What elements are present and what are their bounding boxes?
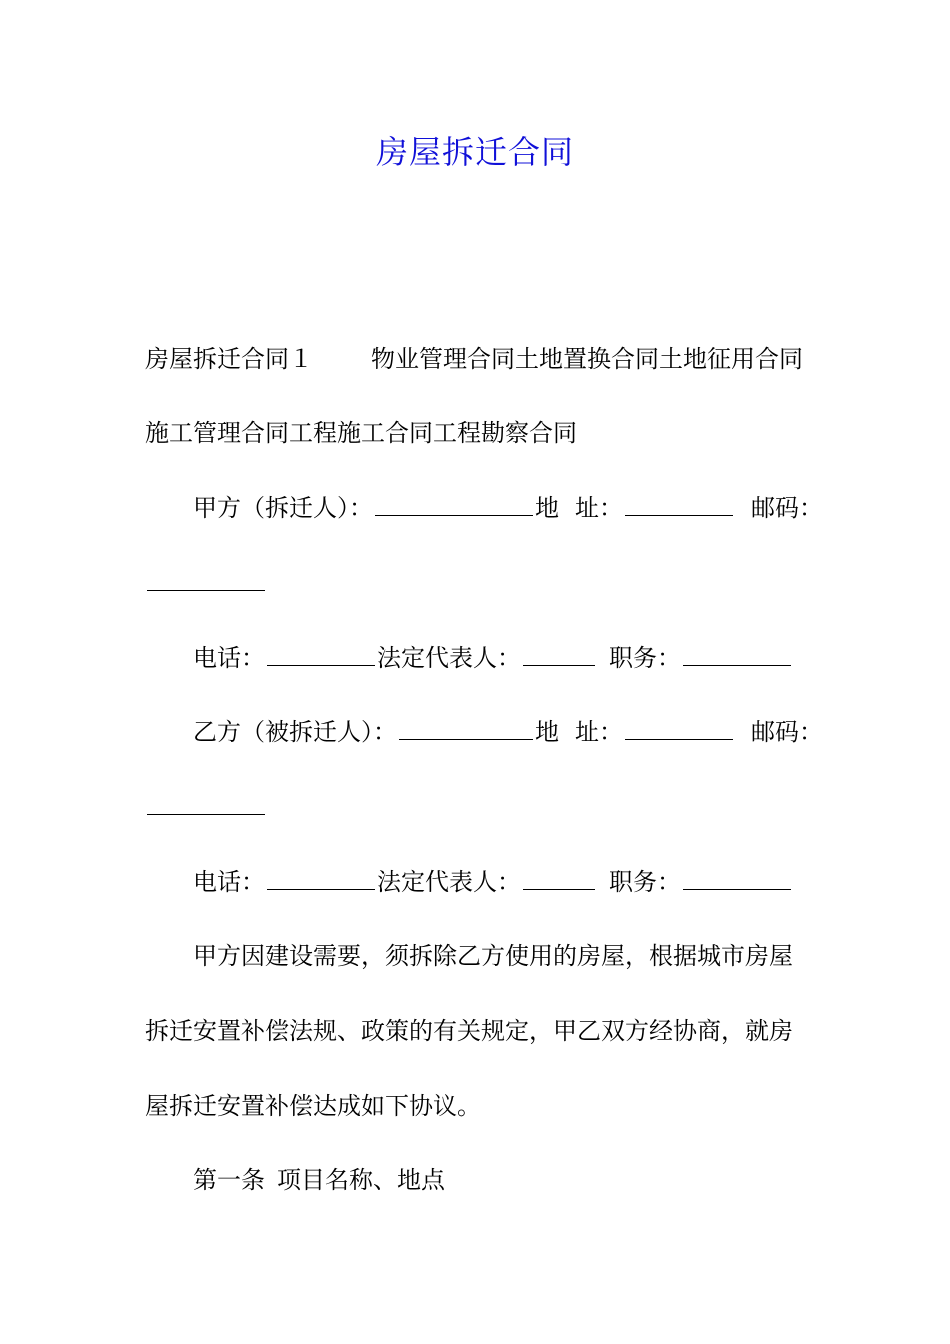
party-b-line — [145, 714, 873, 750]
body-paragraph-line-1: 甲方因建设需要，须拆除乙方使用的房屋，根据城市房屋 — [193, 942, 793, 970]
party-a-position-blank[interactable] — [683, 643, 791, 666]
party-a-name-blank[interactable] — [375, 493, 533, 516]
party-b-postcode-line — [145, 789, 825, 825]
party-a-contact-line — [145, 640, 873, 676]
party-a-address-label-1: 地 — [535, 494, 559, 522]
party-a-line — [145, 490, 873, 526]
body-paragraph-line-3: 屋拆迁安置补偿达成如下协议。 — [145, 1092, 481, 1120]
party-b-address-label-1: 地 — [535, 718, 559, 746]
party-a-label: 甲方（拆迁人）： — [193, 494, 373, 522]
party-a-postcode-label: 邮码： — [751, 494, 823, 522]
party-b-position-blank[interactable] — [683, 867, 791, 890]
party-b-rep-blank[interactable] — [523, 867, 595, 890]
party-a-address-label-2: 址： — [575, 494, 623, 522]
party-b-postcode-blank[interactable] — [147, 792, 265, 815]
intro-contract-number: 房屋拆迁合同１ — [145, 345, 313, 373]
document-title: 房屋拆迁合同 — [375, 133, 574, 171]
intro-line-2: 施工管理合同工程施工合同工程勘察合同 — [145, 419, 577, 447]
party-b-phone-blank[interactable] — [267, 867, 375, 890]
party-b-name-blank[interactable] — [399, 717, 533, 740]
party-b-address-blank[interactable] — [625, 717, 733, 740]
article-1-number: 第一条 — [193, 1166, 265, 1194]
party-a-postcode-line — [145, 565, 825, 601]
party-a-address-blank[interactable] — [625, 493, 733, 516]
party-b-contact-line — [145, 864, 873, 900]
party-a-rep-blank[interactable] — [523, 643, 595, 666]
party-b-rep-label: 法定代表人： — [377, 868, 521, 896]
party-b-phone-label: 电话： — [193, 868, 265, 896]
party-a-postcode-blank[interactable] — [147, 568, 265, 591]
party-b-label: 乙方（被拆迁人）： — [193, 718, 397, 746]
article-1-heading — [145, 1162, 873, 1198]
party-a-rep-label: 法定代表人： — [377, 644, 521, 672]
article-1-title: 项目名称、地点 — [277, 1166, 445, 1194]
party-b-position-label: 职务： — [609, 868, 681, 896]
intro-line-1 — [145, 341, 825, 377]
party-b-address-label-2: 址： — [575, 718, 623, 746]
party-a-phone-label: 电话： — [193, 644, 265, 672]
party-a-position-label: 职务： — [609, 644, 681, 672]
related-contracts-1: 物业管理合同土地置换合同土地征用合同 — [371, 345, 803, 373]
party-b-postcode-label: 邮码： — [751, 718, 823, 746]
body-paragraph-line-2: 拆迁安置补偿法规、政策的有关规定，甲乙双方经协商，就房 — [145, 1017, 793, 1045]
party-a-phone-blank[interactable] — [267, 643, 375, 666]
